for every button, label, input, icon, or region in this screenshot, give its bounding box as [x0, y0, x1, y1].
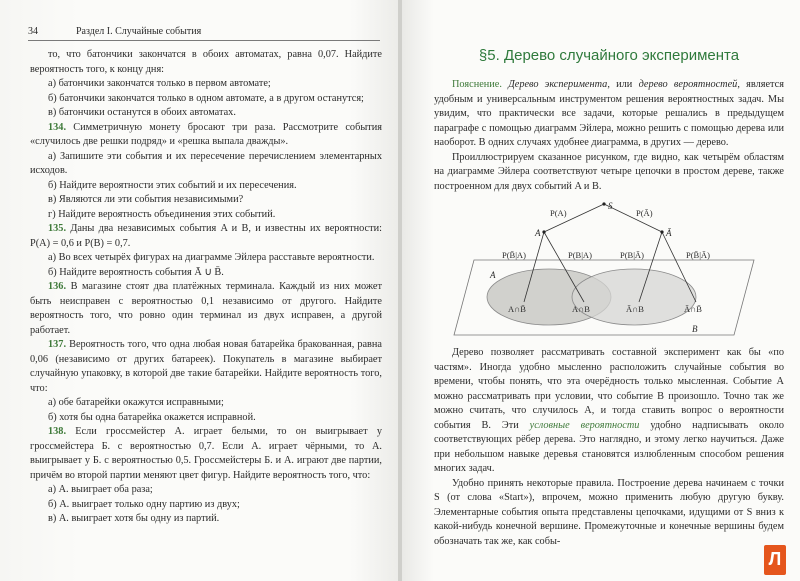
task-number: 138. — [48, 426, 67, 437]
task-paragraph — [30, 338, 382, 396]
leaf-nota-b: Ā∩B — [626, 304, 644, 314]
paragraph-text: а) Во всех четырёх фигурах на диаграмме Эйлера расставьте вероятности. — [48, 252, 375, 263]
set-b-label: B — [692, 324, 698, 334]
right-page — [402, 0, 800, 581]
edge-s-nota — [604, 204, 662, 232]
paragraph-text: Вероятность того, что одна любая новая батарейка бракованная, равна 0,06 (независимо от других батареек). Покупатель в магазине выбирает случайную упаковку, в которой две такие батарейки. Найдите вероятность того, что: — [30, 339, 382, 394]
tree-euler-diagram — [434, 200, 784, 340]
left-page — [0, 0, 398, 581]
intro-body: , является удобным и универсальным инструментом решения вероятностных задач. Мы увидим, что практически все задачи, которые решались в предыдущем параграфе с помощью диаграмм Эйлера, можно решить с помощью дерева или наоборот. В одних случаях удобнее диаграмма, в других — дерево. — [434, 79, 784, 148]
rules-paragraph: Удобно принять некоторые правила. Построение дерева начинаем с точки S (от слова «Start»), впрочем, можно применить любую другую букву. Элементарные события опыта представлены цепочками, идущими от S вниз к какой-нибудь конечной вершине. Промежуточные и конечные вершины будем обозначать так же, как собы- — [434, 477, 784, 547]
paragraph-text: б) Найдите вероятности этих событий и их пересечения. — [48, 179, 297, 191]
text-paragraph — [30, 106, 382, 121]
root-label: S — [608, 201, 613, 211]
leaf-nota-notb: Ā∩B̄ — [684, 304, 702, 314]
intro-paragraph — [434, 78, 784, 151]
set-b-ellipse — [572, 269, 696, 325]
text-paragraph — [30, 396, 382, 411]
task-number: 137. — [48, 339, 67, 350]
text-paragraph — [30, 48, 382, 77]
leaf-a-notb: A∩B̄ — [508, 304, 526, 314]
intro-label: Пояснение. — [452, 79, 502, 90]
explanation-part2: удобно надписывать около соответствующих рёбер дерева. Это наглядно, и этому легко научиться. Даже при небольшом навыке деревья становятся излюбленным способом решения многих задач. — [434, 419, 784, 474]
set-a-label: A — [490, 270, 496, 280]
text-paragraph — [30, 92, 382, 107]
text-paragraph — [30, 77, 382, 92]
text-paragraph — [30, 483, 382, 498]
paragraph-text: а) батончики закончатся только в первом автомате; — [48, 78, 271, 89]
p-b-given-a-label: P(B|A) — [568, 250, 592, 260]
node-not-a — [660, 230, 663, 233]
paragraph-text: то, что батончики закончатся в обоих автоматах, равна 0,07. Найдите вероятность того, к концу дня: — [30, 49, 382, 75]
task-paragraph — [30, 222, 382, 251]
page-number: 34 — [28, 26, 38, 37]
paragraph-text: в) А. выиграет хотя бы одну из партий. — [48, 513, 220, 524]
paragraph-text: б) А. выиграет только одну партию из двух; — [48, 498, 240, 510]
paragraph-text: б) хотя бы одна батарейка окажется исправной. — [48, 411, 256, 423]
leaf-a-b: A∩B — [572, 304, 590, 314]
publisher-logo: Л — [764, 545, 786, 575]
p-a-label: P(A) — [550, 208, 567, 218]
term-experiment-tree: Дерево эксперимента — [508, 79, 608, 90]
task-paragraph — [30, 121, 382, 150]
paragraph-text: а) Запишите эти события и их пересечение перечислением элементарных исходов. — [30, 150, 382, 176]
paragraph-text: Даны два независимых события A и B, и известны их вероятности: P(A) = 0,6 и P(B) = 0,7. — [30, 223, 382, 249]
term-conditional-probabilities: условные вероятности — [529, 419, 640, 431]
text-paragraph — [30, 411, 382, 426]
paragraph-text: г) Найдите вероятность объединения этих событий. — [48, 208, 276, 220]
task-number: 136. — [48, 281, 67, 292]
task-paragraph — [30, 280, 382, 338]
p-not-a-label: P(Ā) — [636, 208, 653, 218]
left-text-column — [30, 48, 382, 527]
section-header: Раздел I. Случайные события — [76, 26, 202, 37]
text-paragraph — [30, 512, 382, 527]
node-a — [542, 230, 545, 233]
text-paragraph — [30, 266, 382, 281]
term-probability-tree: дерево вероятностей — [638, 79, 738, 90]
paragraph-text: Симметричную монету бросают три раза. Рассмотрите события «случилось две решки подряд» и «решка выпала дважды». — [30, 121, 382, 147]
illustration-paragraph: Проиллюстрируем сказанное рисунком, где видно, как четырём областям на диаграмме Эйлера соответствуют четыре цепочки в простом дереве, также построенном для двух событий A и B. — [434, 151, 784, 192]
tree-explanation-paragraph — [434, 346, 784, 477]
text-paragraph — [30, 208, 382, 223]
node-a-label: A — [535, 228, 541, 238]
paragraph-text: б) батончики закончатся только в одном автомате, а в другом останутся; — [48, 92, 364, 104]
text-paragraph — [30, 179, 382, 194]
section-title: §5. Дерево случайного эксперимента — [478, 47, 740, 64]
intro-connector: , или — [607, 79, 639, 90]
right-text-column — [434, 78, 784, 549]
text-paragraph — [30, 150, 382, 179]
paragraph-text: б) Найдите вероятность события Ā ∪ B̄. — [48, 266, 224, 278]
running-head — [28, 26, 380, 41]
root-node — [602, 202, 605, 205]
node-not-a-label: Ā — [666, 228, 672, 238]
paragraph-text: В магазине стоят два платёжных терминала. Каждый из них может быть неисправен с вероятностью 0,1 независимо от другого. Найдите вероятность того, что ровно один терминал из двух исправен, а другой работает. — [30, 281, 382, 336]
task-number: 134. — [48, 121, 67, 133]
explanation-part1: Дерево позволяет рассматривать составной эксперимент как бы «по частям». Иногда удобно мысленно расположить случайные события во времени, чтобы понять, что эта очерёдность только мысленная. Событие A можно рассматривать при условии, что событие B произошло. Точно так же можно считать, что случилось A, и тогда ставить вопрос о вероятности события B. Эти — [434, 347, 784, 431]
paragraph-text: Если гроссмейстер А. играет белыми, то он выигрывает у гроссмейстера Б. с вероятностью 0,7. Если А. играет чёрными, то А. выигрывает у Б. с вероятностью 0,5. Гроссмейстеры Б. и А. играют две партии, причём во второй партии меняют цвет фигур. Найдите вероятность того, что: — [30, 426, 382, 481]
p-b-given-nota-label: P(B|Ā) — [620, 250, 644, 260]
text-paragraph — [30, 498, 382, 513]
paragraph-text: в) Являются ли эти события независимыми? — [48, 194, 244, 205]
paragraph-text: а) А. выиграет оба раза; — [48, 484, 153, 495]
text-paragraph — [30, 251, 382, 266]
paragraph-text: а) обе батарейки окажутся исправными; — [48, 397, 224, 408]
p-notb-given-a-label: P(B̄|A) — [502, 250, 526, 260]
paragraph-text: в) батончики останутся в обоих автоматах. — [48, 107, 236, 118]
text-paragraph — [30, 193, 382, 208]
task-number: 135. — [48, 223, 67, 234]
task-paragraph — [30, 425, 382, 483]
p-notb-given-nota-label: P(B̄|Ā) — [686, 250, 710, 260]
